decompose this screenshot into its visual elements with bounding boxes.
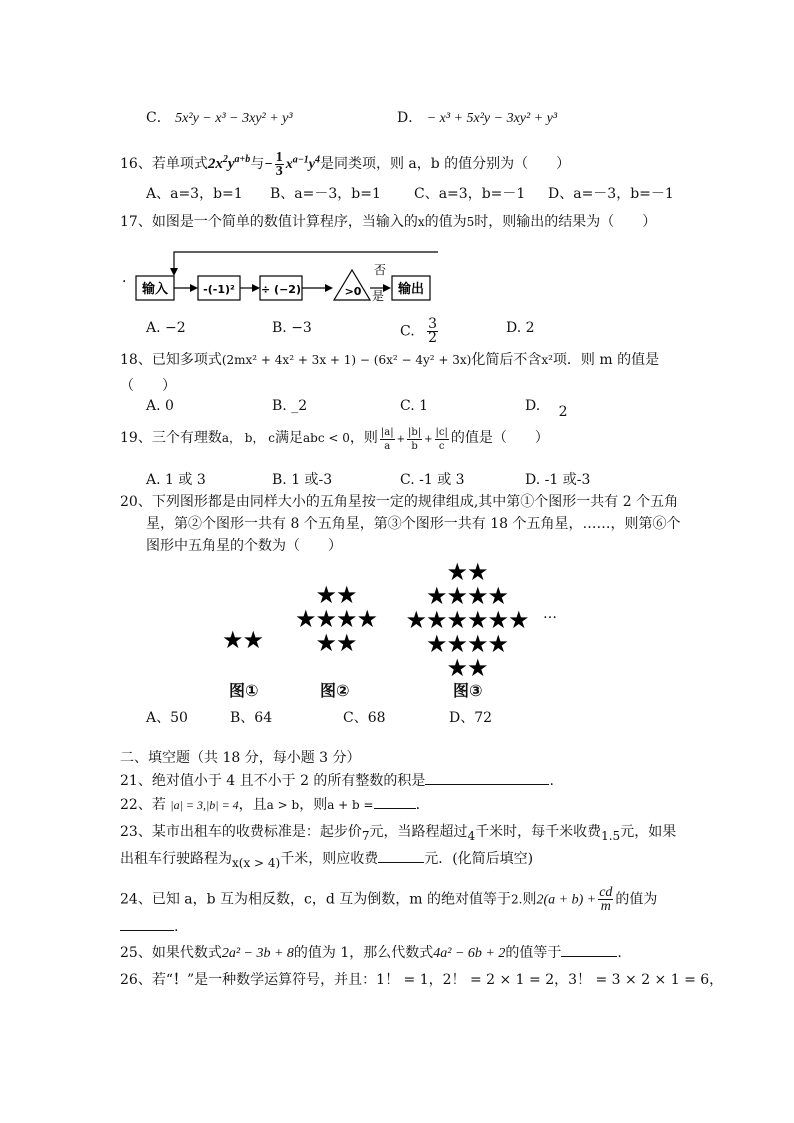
star-figure-ellipsis: … xyxy=(543,606,557,622)
q17-stem xyxy=(120,212,656,232)
q22-cond: a > b xyxy=(266,798,300,812)
q16-monomial-1: $2x^2y^{a+b}$ xyxy=(207,154,251,172)
q17-c-numerator: 3 xyxy=(428,316,438,332)
q23-l1c: 千米时，每千米收费 xyxy=(475,824,602,840)
q17-option-c xyxy=(400,318,440,345)
q16-monomial-2: − $\frac{1}{3}$ $x^{a-1}y^4$ xyxy=(264,150,320,180)
flow-output-label: 输出 xyxy=(397,282,425,297)
q21-stem xyxy=(120,770,554,791)
q19-cond-a: 满足 xyxy=(275,430,304,446)
q18-term: x² xyxy=(541,353,553,367)
q23-v7: 7 xyxy=(361,829,370,843)
q19-condition: abc < 0 xyxy=(303,431,350,445)
q15-c-expression: 5x²y − x³ − 3xy² + y³ xyxy=(175,111,293,126)
q15-option-d xyxy=(397,108,557,129)
flow-arrowhead-3 xyxy=(325,284,333,292)
q25-prefix: 25、如果代数式 xyxy=(120,945,222,961)
q23-l1d: 元，如果 xyxy=(620,824,677,840)
q16-option-b: B、a=－3，b=1 xyxy=(270,186,381,202)
q16-prefix: 16、若单项式 xyxy=(120,156,208,172)
q21-end: . xyxy=(549,773,554,789)
q25-expr2: 4a² − 6b + 2 xyxy=(433,946,506,961)
q17-var-x: x xyxy=(417,215,425,229)
q17-option-b: B. −3 xyxy=(272,320,312,336)
q25-answer-blank[interactable] xyxy=(561,942,617,957)
q16-option-c: C、a=3，b=－1 xyxy=(414,186,526,202)
q24-end: . xyxy=(174,919,179,935)
q17-c-denominator: 2 xyxy=(428,330,438,346)
q17-value: 5 xyxy=(466,215,475,229)
q18-option-d-value: 2 xyxy=(558,404,568,420)
q23-cond: x(x > 4) xyxy=(232,856,281,870)
q26-mid: ”是一种数学运算符号，并且： xyxy=(186,972,377,988)
q21-answer-blank[interactable] xyxy=(425,770,549,785)
q22-mid2: ，则 xyxy=(299,797,328,813)
q23-l2a: 出租车行驶路程为 xyxy=(120,851,232,867)
q19-option-c: C. -1 或 3 xyxy=(400,472,465,488)
q19-option-a: A. 1 或 3 xyxy=(146,472,206,488)
flow-step1-label: -(-1)² xyxy=(203,283,235,296)
q17-option-d: D. 2 xyxy=(506,320,535,336)
q20-line-2: 星，第②个图形一共有 8 个五角星，第③个图形一共有 18 个五角星，……，则第⑥个 xyxy=(146,516,681,532)
q20-line-1: 20、下列图形都是由同样大小的五角星按一定的规律组成,其中第①个图形一共有 2 个五角 xyxy=(120,494,679,510)
q19-prefix: 19、三个有理数 xyxy=(120,430,222,446)
q19-option-b: B. 1 或-3 xyxy=(272,472,333,488)
q16-stem xyxy=(120,150,570,178)
q22-stem xyxy=(120,794,420,815)
q16-option-d: D、a=－3，b=－1 xyxy=(548,186,674,202)
q18-option-d xyxy=(525,396,568,420)
q20-option-b: B、64 xyxy=(230,710,273,726)
q25-end: . xyxy=(617,945,622,961)
q24-then: 则 xyxy=(522,891,537,908)
q18-option-a: A. 0 xyxy=(146,398,174,414)
q24-text: 24、已知 a，b 互为相反数，c，d 互为倒数，m 的绝对值等于 xyxy=(120,891,512,908)
q25-expr1: 2a² − 3b + 8 xyxy=(221,946,294,961)
q18-suffix-a: 化简后不含 xyxy=(471,352,542,368)
q25-mid: 的值为 1，那么代数式 xyxy=(293,945,434,961)
star-figure-3: ★★ ★★★★ ★★★★★★ ★★★★ ★★ xyxy=(405,558,529,682)
q23-l2c: 元．(化简后填空) xyxy=(424,851,534,867)
q24-numerator: cd xyxy=(599,885,613,900)
q22-prefix: 22、若 xyxy=(120,797,166,813)
section-2-heading: 二、填空题（共 18 分，每小题 3 分） xyxy=(120,750,361,766)
fig-label-2: 图② xyxy=(320,681,350,700)
q20-option-c: C、68 xyxy=(343,710,386,726)
q23-l1a: 23、某市出租车的收费标准是：起步价 xyxy=(120,824,362,840)
q16-mid: 与 xyxy=(250,156,265,172)
q22-mid: ，且 xyxy=(238,797,267,813)
q23-answer-blank[interactable] xyxy=(378,848,424,863)
q21-text: 21、绝对值小于 4 且不小于 2 的所有整数的积是 xyxy=(120,773,426,789)
q24-two: 2. xyxy=(511,892,523,907)
q22-expr: a + b = xyxy=(327,798,374,812)
q19-option-d: D. -1 或-3 xyxy=(525,472,591,488)
q19-vars: a， b， c xyxy=(221,431,276,445)
q20-option-d: D、72 xyxy=(449,710,493,726)
q20-option-a: A、50 xyxy=(146,710,188,726)
q18-expression: (2mx² + 4x² + 3x + 1) − (6x² − 4y² + 3x) xyxy=(221,353,472,367)
flow-input-label: 输入 xyxy=(141,282,169,297)
q24-suffix: 的值为 xyxy=(615,891,658,908)
q18-option-c: C. 1 xyxy=(400,398,429,414)
flow-arrowhead-4 xyxy=(383,284,391,292)
q24-answer-line xyxy=(120,916,178,937)
q26-symbol: ！ xyxy=(172,972,187,988)
q22-abs: |a| = 3,|b| = 4 xyxy=(170,798,239,812)
q25-stem xyxy=(120,942,622,964)
q22-end: . xyxy=(415,797,421,813)
q25-suffix: 的值等于 xyxy=(505,945,562,961)
q18-prefix: 18、已知多项式 xyxy=(120,352,222,368)
q19-stem xyxy=(120,426,549,453)
q26-stem xyxy=(120,970,723,990)
q18-stem xyxy=(120,350,659,370)
q15-option-c xyxy=(146,108,293,129)
fig-label-1: 图① xyxy=(229,681,259,700)
q19-fraction-expression: $\frac{|a|}{a}$ + $\frac{|b|}{b}$ + $\frac{|c|}{c}$ xyxy=(380,427,448,452)
q17-stem-c: 时，则输出的结果为（ ） xyxy=(474,214,657,230)
q18-option-b: B. _2 xyxy=(272,398,308,414)
q17-flowchart xyxy=(118,244,438,308)
flow-yes-label: 是 xyxy=(372,289,385,303)
flow-no-label: 否 xyxy=(374,263,387,277)
q18-option-d-label: D. xyxy=(525,398,541,414)
flow-arrowhead-1 xyxy=(190,284,198,292)
q17-option-c-label: C. xyxy=(400,323,415,340)
q26-prefix: 26、若“ xyxy=(120,972,173,988)
q24-answer-blank[interactable] xyxy=(120,916,174,931)
q23-l1b: 元，当路程超过 xyxy=(369,824,468,840)
q16-option-a: A、a=3，b=1 xyxy=(146,186,243,202)
star-figure-1: ★★ xyxy=(222,626,264,654)
flow-arrowhead-2 xyxy=(252,284,260,292)
q18-suffix-b: 项．则 m 的值是 xyxy=(552,352,660,368)
q23-line-2 xyxy=(120,848,533,869)
q24-stem xyxy=(120,886,657,913)
flow-condition-label: >0 xyxy=(344,285,362,298)
fig-label-3: 图③ xyxy=(453,681,483,700)
q19-suffix: 的值是（ ） xyxy=(450,430,549,446)
q24-expr: 2(a + b) + xyxy=(536,892,597,908)
q18-bracket: （ ） xyxy=(120,378,176,394)
flow-loop-arrow xyxy=(170,268,178,276)
q19-cond-b: ，则 xyxy=(349,430,378,446)
q20-line-3: 图形中五角星的个数为（ ） xyxy=(146,538,342,554)
q16-suffix: 是同类项，则 a，b 的值分别为（ ） xyxy=(319,156,571,172)
q15-d-label: D． xyxy=(397,110,423,126)
q17-option-a: A. −2 xyxy=(146,320,186,336)
q23-line-1 xyxy=(120,822,676,842)
q15-c-label: C． xyxy=(146,110,171,126)
flow-step2-label: ÷ (−2) xyxy=(261,283,301,296)
q22-answer-blank[interactable] xyxy=(374,794,416,809)
q24-denominator: m xyxy=(600,899,611,914)
q23-v4: 4 xyxy=(467,829,476,843)
q15-d-expression: − x³ + 5x²y − 3xy² + y³ xyxy=(426,111,558,126)
q17-stem-a: 17、如图是一个简单的数值计算程序，当输入的 xyxy=(120,214,418,230)
q26-examples: 1！ = 1，2！ = 2 × 1 = 2，3！ = 3 × 2 × 1 = 6， xyxy=(376,972,724,988)
flow-dot: · xyxy=(122,274,127,290)
star-figure-2: ★★ ★★★★ ★★ xyxy=(294,581,378,657)
q23-v15: 1.5 xyxy=(601,829,621,843)
q17-stem-b: 的值为 xyxy=(424,214,467,230)
q23-l2b: 千米，则应收费 xyxy=(280,851,379,867)
